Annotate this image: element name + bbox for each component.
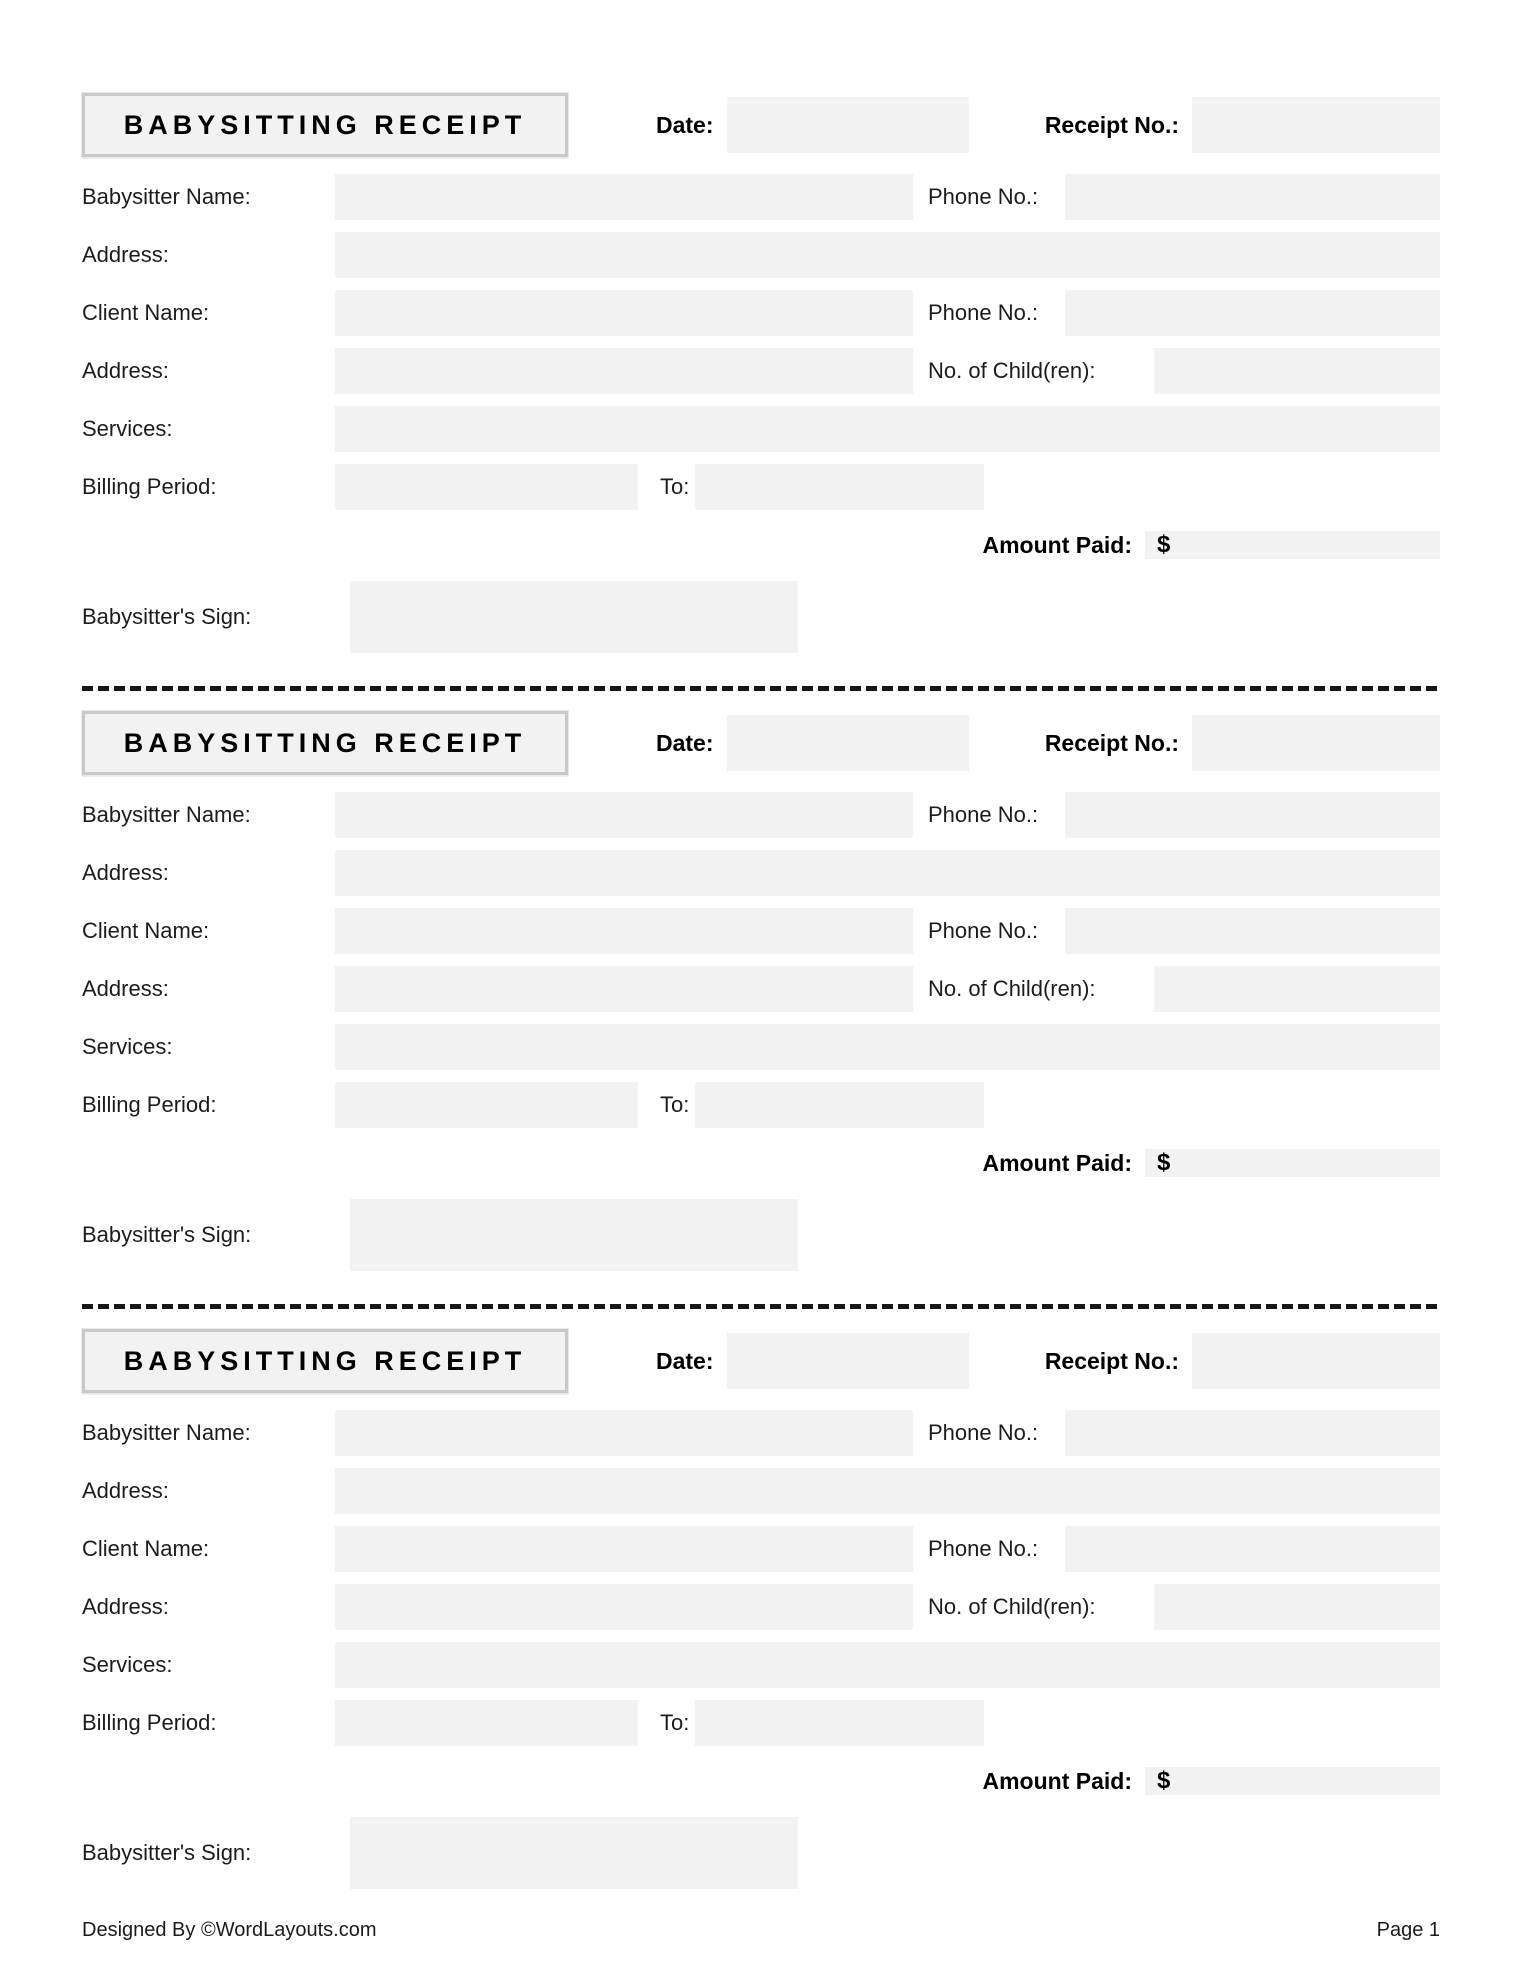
no-of-children-label: No. of Child(ren): [928,1594,1096,1619]
babysitter-sign-input[interactable] [350,581,798,653]
amount-paid-input[interactable] [1145,531,1440,559]
babysitter-sign-label: Babysitter's Sign: [82,1222,252,1247]
babysitter-phone-input[interactable] [1065,1410,1440,1456]
billing-period-label: Billing Period: [82,474,217,499]
babysitter-phone-input[interactable] [1065,792,1440,838]
services-row [82,406,1440,452]
babysitter-phone-label: Phone No.: [928,184,1039,209]
client-address-row [82,348,1440,394]
client-phone-label: Phone No.: [928,300,1039,325]
client-name-row [82,908,1440,954]
no-of-children-input[interactable] [1154,966,1440,1012]
services-input[interactable] [335,1642,1440,1688]
date-label: Date: [656,111,714,138]
babysitter-phone-input[interactable] [1065,174,1440,220]
client-address-row [82,1584,1440,1630]
receipt-section [82,711,1440,1271]
amount-paid-label: Amount Paid: [982,1149,1132,1176]
babysitter-name-label: Babysitter Name: [82,184,251,209]
services-label: Services: [82,1652,173,1677]
page-footer [82,1919,1440,1942]
client-name-input[interactable] [335,1526,913,1572]
client-name-label: Client Name: [82,918,210,943]
babysitter-sign-label: Babysitter's Sign: [82,1840,252,1865]
babysitter-name-input[interactable] [335,792,913,838]
babysitter-name-label: Babysitter Name: [82,802,251,827]
client-address-label: Address: [82,976,169,1001]
services-label: Services: [82,416,173,441]
client-name-row [82,290,1440,336]
dashed-cut-line [82,686,1440,691]
client-phone-input[interactable] [1065,290,1440,336]
client-name-input[interactable] [335,290,913,336]
babysitter-sign-input[interactable] [350,1817,798,1889]
billing-to-input[interactable] [695,1082,984,1128]
billing-period-row [82,1082,1440,1128]
receipt-section [82,93,1440,653]
receipt-no-input[interactable] [1192,97,1440,153]
date-label: Date: [656,729,714,756]
amount-paid-input[interactable] [1145,1149,1440,1177]
babysitter-name-row [82,1410,1440,1456]
babysitter-address-row [82,232,1440,278]
client-address-label: Address: [82,358,169,383]
page-number: Page 1 [1376,1919,1440,1941]
babysitter-address-label: Address: [82,1478,169,1503]
client-address-input[interactable] [335,966,913,1012]
dashed-cut-line [82,1304,1440,1309]
receipt-no-input[interactable] [1192,1333,1440,1389]
billing-to-label: To: [660,1710,690,1735]
amount-paid-label: Amount Paid: [982,531,1132,558]
babysitter-sign-input[interactable] [350,1199,798,1271]
receipt-title-box [82,711,568,775]
receipt-no-input[interactable] [1192,715,1440,771]
date-label: Date: [656,1347,714,1374]
billing-from-input[interactable] [335,1082,638,1128]
client-phone-label: Phone No.: [928,1536,1039,1561]
services-row [82,1642,1440,1688]
babysitter-address-row [82,1468,1440,1514]
babysitter-address-label: Address: [82,860,169,885]
receipt-no-label: Receipt No.: [1044,111,1179,138]
signature-row [82,1817,1440,1889]
date-input[interactable] [727,715,969,771]
receipt-title-box [82,1329,568,1393]
services-input[interactable] [335,406,1440,452]
client-name-input[interactable] [335,908,913,954]
client-name-label: Client Name: [82,300,210,325]
babysitter-phone-label: Phone No.: [928,1420,1039,1445]
amount-paid-label: Amount Paid: [982,1767,1132,1794]
babysitter-name-input[interactable] [335,174,913,220]
receipt-no-group [1045,715,1440,771]
babysitter-phone-label: Phone No.: [928,802,1039,827]
client-phone-label: Phone No.: [928,918,1039,943]
babysitter-address-input[interactable] [335,232,1440,278]
client-name-row [82,1526,1440,1572]
client-phone-input[interactable] [1065,1526,1440,1572]
billing-period-label: Billing Period: [82,1710,217,1735]
billing-from-input[interactable] [335,1700,638,1746]
receipt-no-group [1045,1333,1440,1389]
receipt-no-label: Receipt No.: [1044,729,1179,756]
client-name-label: Client Name: [82,1536,210,1561]
receipt-no-group [1045,97,1440,153]
babysitter-name-row [82,792,1440,838]
babysitter-address-label: Address: [82,242,169,267]
no-of-children-label: No. of Child(ren): [928,358,1096,383]
receipt-header [82,93,1440,157]
client-address-label: Address: [82,1594,169,1619]
amount-paid-row [82,522,1440,568]
no-of-children-label: No. of Child(ren): [928,976,1096,1001]
services-label: Services: [82,1034,173,1059]
services-input[interactable] [335,1024,1440,1070]
signature-row [82,1199,1440,1271]
dollar-sign: $ [1157,1149,1171,1176]
date-input[interactable] [727,97,969,153]
receipt-section [82,1329,1440,1889]
receipt-no-label: Receipt No.: [1044,1347,1179,1374]
dollar-sign: $ [1157,531,1171,558]
billing-from-input[interactable] [335,464,638,510]
amount-paid-input[interactable] [1145,1767,1440,1795]
babysitter-name-input[interactable] [335,1410,913,1456]
billing-to-input[interactable] [695,464,984,510]
receipt-title: BABYSITTING RECEIPT [123,727,527,758]
signature-row [82,581,1440,653]
designer-credit: Designed By ©WordLayouts.com [82,1919,377,1941]
date-input[interactable] [727,1333,969,1389]
receipt-title: BABYSITTING RECEIPT [123,109,527,140]
babysitter-name-label: Babysitter Name: [82,1420,251,1445]
services-row [82,1024,1440,1070]
babysitter-name-row [82,174,1440,220]
receipt-header [82,1329,1440,1393]
amount-paid-row [82,1758,1440,1804]
billing-period-row [82,1700,1440,1746]
receipt-title-box [82,93,568,157]
billing-to-input[interactable] [695,1700,984,1746]
babysitter-sign-label: Babysitter's Sign: [82,604,252,629]
client-address-input[interactable] [335,1584,913,1630]
babysitter-address-input[interactable] [335,850,1440,896]
amount-paid-row [82,1140,1440,1186]
client-phone-input[interactable] [1065,908,1440,954]
billing-to-label: To: [660,1092,690,1117]
client-address-row [82,966,1440,1012]
billing-period-row [82,464,1440,510]
dollar-sign: $ [1157,1767,1171,1794]
receipt-title: BABYSITTING RECEIPT [123,1345,527,1376]
receipt-header [82,711,1440,775]
no-of-children-input[interactable] [1154,348,1440,394]
babysitter-address-row [82,850,1440,896]
billing-to-label: To: [660,474,690,499]
no-of-children-input[interactable] [1154,1584,1440,1630]
babysitter-address-input[interactable] [335,1468,1440,1514]
billing-period-label: Billing Period: [82,1092,217,1117]
client-address-input[interactable] [335,348,913,394]
